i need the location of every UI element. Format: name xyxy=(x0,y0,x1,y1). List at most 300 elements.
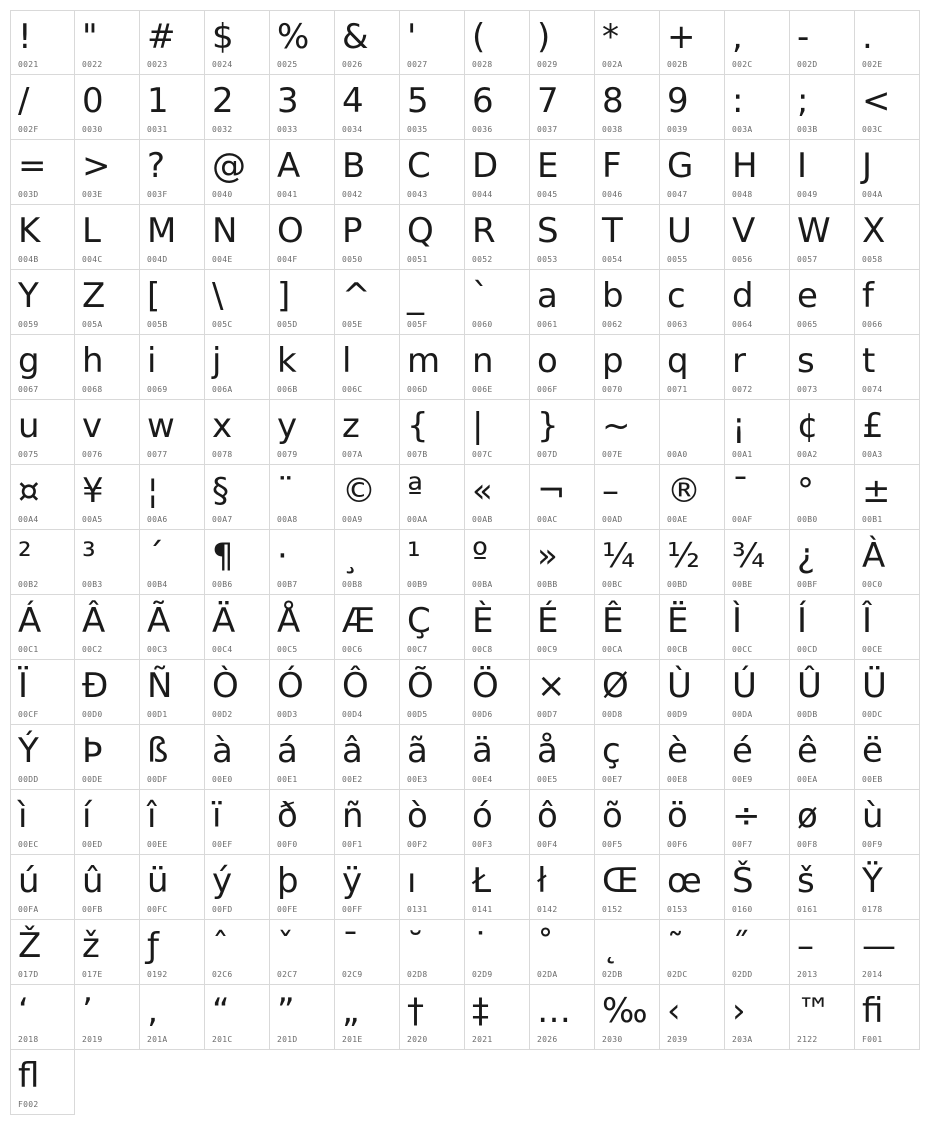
glyph-character: & xyxy=(342,17,369,57)
glyph-character: ÿ xyxy=(342,861,363,901)
glyph-character: Å xyxy=(277,601,301,641)
glyph-codepoint-label: 00DE xyxy=(82,775,103,784)
glyph-cell xyxy=(270,140,335,205)
glyph-codepoint-label: 007C xyxy=(472,450,493,459)
glyph-codepoint-label: 00F5 xyxy=(602,840,623,849)
glyph-character: Ü xyxy=(862,666,887,706)
glyph-character: L xyxy=(82,211,101,251)
glyph-character: [ xyxy=(147,276,161,316)
glyph-character: ¡ xyxy=(732,406,746,446)
glyph-cell xyxy=(725,10,790,75)
glyph-codepoint-label: 00D9 xyxy=(667,710,688,719)
glyph-character: ê xyxy=(797,731,818,771)
glyph-cell xyxy=(10,75,75,140)
glyph-character: § xyxy=(212,471,229,511)
glyph-cell xyxy=(530,920,595,985)
glyph-character: ô xyxy=(537,796,558,836)
glyph-codepoint-label: 00EB xyxy=(862,775,883,784)
glyph-cell xyxy=(855,985,920,1050)
glyph-character: Ÿ xyxy=(862,861,883,901)
glyph-cell xyxy=(660,595,725,660)
glyph-cell xyxy=(335,205,400,270)
glyph-codepoint-label: 0078 xyxy=(212,450,233,459)
glyph-character: X xyxy=(862,211,886,251)
glyph-codepoint-label: 0039 xyxy=(667,125,688,134)
glyph-cell xyxy=(595,985,660,1050)
glyph-character: ˇ xyxy=(277,926,294,966)
glyph-codepoint-label: 00FF xyxy=(342,905,363,914)
glyph-cell xyxy=(530,855,595,920)
glyph-character: Ì xyxy=(732,601,743,641)
glyph-cell xyxy=(465,140,530,205)
glyph-cell xyxy=(270,595,335,660)
glyph-codepoint-label: 00B8 xyxy=(342,580,363,589)
glyph-codepoint-label: 00E5 xyxy=(537,775,558,784)
glyph-character: ˉ xyxy=(342,926,359,966)
glyph-codepoint-label: 201A xyxy=(147,1035,168,1044)
glyph-character: — xyxy=(862,926,896,966)
glyph-codepoint-label: 02DB xyxy=(602,970,623,979)
glyph-codepoint-label: 00A5 xyxy=(82,515,103,524)
glyph-cell xyxy=(530,400,595,465)
glyph-codepoint-label: 00C5 xyxy=(277,645,298,654)
glyph-cell xyxy=(725,985,790,1050)
glyph-character: Œ xyxy=(602,861,639,901)
glyph-character: J xyxy=(862,146,873,186)
glyph-character: ˆ xyxy=(212,926,229,966)
glyph-cell xyxy=(790,790,855,855)
glyph-cell xyxy=(140,530,205,595)
glyph-character: Â xyxy=(82,601,106,641)
glyph-codepoint-label: 0032 xyxy=(212,125,233,134)
glyph-codepoint-label: 00AC xyxy=(537,515,558,524)
glyph-cell xyxy=(530,10,595,75)
glyph-cell xyxy=(335,920,400,985)
glyph-codepoint-label: 00CA xyxy=(602,645,623,654)
glyph-cell xyxy=(465,985,530,1050)
glyph-cell xyxy=(400,10,465,75)
glyph-character: ¾ xyxy=(732,536,765,576)
glyph-codepoint-label: 2019 xyxy=(82,1035,103,1044)
glyph-cell xyxy=(140,855,205,920)
glyph-codepoint-label: 00A7 xyxy=(212,515,233,524)
glyph-cell xyxy=(270,660,335,725)
glyph-codepoint-label: 0070 xyxy=(602,385,623,394)
glyph-character: ý xyxy=(212,861,233,901)
glyph-codepoint-label: 00F3 xyxy=(472,840,493,849)
glyph-codepoint-label: 0040 xyxy=(212,190,233,199)
glyph-character: · xyxy=(277,536,288,576)
glyph-codepoint-label: 00CD xyxy=(797,645,818,654)
glyph-character: Ô xyxy=(342,666,369,706)
glyph-codepoint-label: 00C3 xyxy=(147,645,168,654)
glyph-character: è xyxy=(667,731,688,771)
glyph-cell xyxy=(660,10,725,75)
glyph-codepoint-label: 02C7 xyxy=(277,970,298,979)
glyph-cell xyxy=(530,725,595,790)
glyph-character: d xyxy=(732,276,754,316)
glyph-character: ; xyxy=(797,81,809,121)
glyph-character: ª xyxy=(407,471,424,511)
glyph-character: Ê xyxy=(602,601,624,641)
glyph-codepoint-label: 00F9 xyxy=(862,840,883,849)
glyph-character: - xyxy=(797,17,810,57)
glyph-cell xyxy=(595,855,660,920)
glyph-character: < xyxy=(862,81,891,121)
glyph-character: ] xyxy=(277,276,291,316)
glyph-codepoint-label: 00FC xyxy=(147,905,168,914)
glyph-codepoint-label: 00EA xyxy=(797,775,818,784)
glyph-codepoint-label: 02C9 xyxy=(342,970,363,979)
glyph-cell xyxy=(335,140,400,205)
glyph-cell xyxy=(530,205,595,270)
glyph-character: | xyxy=(472,406,484,446)
glyph-cell xyxy=(400,595,465,660)
glyph-codepoint-label: 00FA xyxy=(18,905,39,914)
glyph-codepoint-label: 00FD xyxy=(212,905,233,914)
glyph-character: ï xyxy=(212,796,222,836)
glyph-codepoint-label: 005B xyxy=(147,320,168,329)
glyph-codepoint-label: 0050 xyxy=(342,255,363,264)
glyph-codepoint-label: 00B1 xyxy=(862,515,883,524)
glyph-codepoint-label: 00D7 xyxy=(537,710,558,719)
glyph-codepoint-label: 00C7 xyxy=(407,645,428,654)
glyph-character: Ù xyxy=(667,666,692,706)
glyph-cell xyxy=(140,725,205,790)
glyph-codepoint-label: 0057 xyxy=(797,255,818,264)
glyph-character: Î xyxy=(862,601,873,641)
glyph-character: ' xyxy=(407,17,417,57)
glyph-codepoint-label: 00BF xyxy=(797,580,818,589)
glyph-character: ö xyxy=(667,796,688,836)
glyph-cell xyxy=(595,530,660,595)
glyph-codepoint-label: 00BE xyxy=(732,580,753,589)
glyph-cell xyxy=(10,660,75,725)
glyph-cell xyxy=(595,400,660,465)
glyph-cell xyxy=(790,140,855,205)
glyph-cell xyxy=(595,205,660,270)
glyph-character: ¥ xyxy=(82,471,104,511)
glyph-cell xyxy=(595,595,660,660)
glyph-character: R xyxy=(472,211,496,251)
glyph-codepoint-label: 201D xyxy=(277,1035,298,1044)
glyph-cell xyxy=(335,660,400,725)
glyph-character: ¿ xyxy=(797,536,816,576)
glyph-character: ¤ xyxy=(18,471,40,511)
glyph-cell xyxy=(205,465,270,530)
glyph-character: A xyxy=(277,146,301,186)
glyph-character: I xyxy=(797,146,808,186)
glyph-codepoint-label: 002C xyxy=(732,60,753,69)
glyph-character: © xyxy=(342,471,376,511)
glyph-codepoint-label: 0131 xyxy=(407,905,428,914)
glyph-cell xyxy=(660,790,725,855)
glyph-character: “ xyxy=(212,991,230,1031)
glyph-character: … xyxy=(537,991,571,1031)
glyph-codepoint-label: 0043 xyxy=(407,190,428,199)
glyph-codepoint-label: 0035 xyxy=(407,125,428,134)
glyph-cell xyxy=(725,465,790,530)
glyph-codepoint-label: 004F xyxy=(277,255,298,264)
glyph-codepoint-label: 00BB xyxy=(537,580,558,589)
glyph-codepoint-label: 00B4 xyxy=(147,580,168,589)
glyph-codepoint-label: 00D5 xyxy=(407,710,428,719)
glyph-character: Æ xyxy=(342,601,376,641)
glyph-cell xyxy=(270,400,335,465)
glyph-character: D xyxy=(472,146,499,186)
glyph-character: { xyxy=(407,406,429,446)
glyph-cell xyxy=(10,530,75,595)
glyph-codepoint-label: 0022 xyxy=(82,60,103,69)
glyph-character: ü xyxy=(147,861,169,901)
glyph-cell xyxy=(465,790,530,855)
glyph-cell xyxy=(465,335,530,400)
glyph-cell xyxy=(140,270,205,335)
glyph-character: P xyxy=(342,211,363,251)
glyph-codepoint-label: 2014 xyxy=(862,970,883,979)
glyph-cell xyxy=(75,465,140,530)
glyph-cell xyxy=(530,140,595,205)
glyph-codepoint-label: 004C xyxy=(82,255,103,264)
glyph-character: c xyxy=(667,276,686,316)
glyph-character: s xyxy=(797,341,815,381)
glyph-character: – xyxy=(602,471,619,511)
glyph-character: ² xyxy=(18,536,32,576)
glyph-codepoint-label: 007E xyxy=(602,450,623,459)
glyph-character: : xyxy=(732,81,744,121)
glyph-cell xyxy=(10,400,75,465)
glyph-codepoint-label: 00E0 xyxy=(212,775,233,784)
glyph-character: K xyxy=(18,211,41,251)
glyph-codepoint-label: 00DF xyxy=(147,775,168,784)
glyph-character: 3 xyxy=(277,81,299,121)
glyph-codepoint-label: 0021 xyxy=(18,60,39,69)
glyph-cell xyxy=(855,400,920,465)
glyph-character: ä xyxy=(472,731,493,771)
glyph-character: ˛ xyxy=(602,926,619,966)
glyph-codepoint-label: 00A4 xyxy=(18,515,39,524)
glyph-character: _ xyxy=(407,276,424,316)
glyph-codepoint-label: 0038 xyxy=(602,125,623,134)
glyph-character: É xyxy=(537,601,559,641)
glyph-codepoint-label: 00E7 xyxy=(602,775,623,784)
glyph-character: 4 xyxy=(342,81,364,121)
glyph-codepoint-label: 2039 xyxy=(667,1035,688,1044)
glyph-character: þ xyxy=(277,861,299,901)
glyph-codepoint-label: 00BD xyxy=(667,580,688,589)
glyph-cell xyxy=(140,985,205,1050)
glyph-cell xyxy=(270,205,335,270)
glyph-cell xyxy=(790,400,855,465)
glyph-character: ß xyxy=(147,731,169,771)
glyph-cell xyxy=(725,595,790,660)
glyph-character: 2 xyxy=(212,81,234,121)
glyph-codepoint-label: 00D2 xyxy=(212,710,233,719)
glyph-codepoint-label: 0059 xyxy=(18,320,39,329)
glyph-character: N xyxy=(212,211,238,251)
glyph-codepoint-label: 2018 xyxy=(18,1035,39,1044)
glyph-cell xyxy=(855,920,920,985)
glyph-character: Q xyxy=(407,211,434,251)
glyph-character: ž xyxy=(82,926,100,966)
glyph-character: y xyxy=(277,406,298,446)
glyph-codepoint-label: 003D xyxy=(18,190,39,199)
glyph-character: Þ xyxy=(82,731,103,771)
glyph-character: * xyxy=(602,17,619,57)
glyph-codepoint-label: 002A xyxy=(602,60,623,69)
glyph-character: z xyxy=(342,406,360,446)
glyph-cell xyxy=(400,335,465,400)
glyph-codepoint-label: 0054 xyxy=(602,255,623,264)
glyph-character: ³ xyxy=(82,536,96,576)
glyph-codepoint-label: 0153 xyxy=(667,905,688,914)
glyph-codepoint-label: 0028 xyxy=(472,60,493,69)
glyph-cell xyxy=(660,140,725,205)
glyph-character: ¸ xyxy=(342,536,359,576)
glyph-codepoint-label: 007D xyxy=(537,450,558,459)
glyph-cell xyxy=(140,790,205,855)
glyph-cell xyxy=(400,465,465,530)
glyph-character: ð xyxy=(277,796,298,836)
glyph-cell xyxy=(530,75,595,140)
glyph-cell xyxy=(10,465,75,530)
glyph-codepoint-label: 0029 xyxy=(537,60,558,69)
glyph-codepoint-label: 002F xyxy=(18,125,39,134)
glyph-cell xyxy=(140,595,205,660)
glyph-codepoint-label: 0075 xyxy=(18,450,39,459)
glyph-cell xyxy=(205,595,270,660)
glyph-cell xyxy=(270,855,335,920)
glyph-character: ( xyxy=(472,17,486,57)
glyph-character: x xyxy=(212,406,233,446)
glyph-codepoint-label: 00CB xyxy=(667,645,688,654)
glyph-codepoint-label: 00D3 xyxy=(277,710,298,719)
glyph-character: T xyxy=(602,211,623,251)
glyph-cell xyxy=(790,660,855,725)
glyph-codepoint-label: 0061 xyxy=(537,320,558,329)
glyph-character: W xyxy=(797,211,831,251)
glyph-character: Á xyxy=(18,601,42,641)
glyph-cell xyxy=(10,725,75,790)
glyph-character: ” xyxy=(277,991,295,1031)
glyph-codepoint-label: 00E4 xyxy=(472,775,493,784)
glyph-character: î xyxy=(147,796,157,836)
glyph-character: Š xyxy=(732,861,754,901)
glyph-codepoint-label: 00BA xyxy=(472,580,493,589)
glyph-character: ¼ xyxy=(602,536,635,576)
glyph-codepoint-label: 00F8 xyxy=(797,840,818,849)
glyph-codepoint-label: 00FB xyxy=(82,905,103,914)
glyph-codepoint-label: 0067 xyxy=(18,385,39,394)
glyph-codepoint-label: 201E xyxy=(342,1035,363,1044)
glyph-cell xyxy=(75,140,140,205)
glyph-cell xyxy=(400,530,465,595)
glyph-character: ¶ xyxy=(212,536,234,576)
glyph-character: H xyxy=(732,146,758,186)
glyph-character: ‡ xyxy=(472,991,489,1031)
glyph-codepoint-label: 005E xyxy=(342,320,363,329)
glyph-cell xyxy=(10,920,75,985)
glyph-character: p xyxy=(602,341,624,381)
glyph-cell xyxy=(855,725,920,790)
glyph-character: £ xyxy=(862,406,884,446)
glyph-codepoint-label: 0142 xyxy=(537,905,558,914)
glyph-character: ú xyxy=(18,861,40,901)
glyph-cell xyxy=(595,790,660,855)
glyph-character: S xyxy=(537,211,559,251)
glyph-cell xyxy=(725,530,790,595)
glyph-codepoint-label: 0025 xyxy=(277,60,298,69)
glyph-codepoint-label: 00DD xyxy=(18,775,39,784)
glyph-cell xyxy=(205,205,270,270)
glyph-codepoint-label: 0033 xyxy=(277,125,298,134)
glyph-cell xyxy=(400,205,465,270)
glyph-character: 0 xyxy=(82,81,104,121)
glyph-cell xyxy=(75,400,140,465)
glyph-grid xyxy=(10,10,920,1115)
glyph-codepoint-label: 0064 xyxy=(732,320,753,329)
glyph-cell xyxy=(790,465,855,530)
glyph-character: F xyxy=(602,146,622,186)
glyph-cell xyxy=(725,335,790,400)
glyph-cell xyxy=(725,660,790,725)
glyph-cell xyxy=(335,10,400,75)
glyph-codepoint-label: 00B9 xyxy=(407,580,428,589)
glyph-character: u xyxy=(18,406,40,446)
glyph-codepoint-label: 00AE xyxy=(667,515,688,524)
glyph-character: h xyxy=(82,341,104,381)
glyph-cell xyxy=(530,270,595,335)
glyph-cell xyxy=(335,790,400,855)
glyph-cell xyxy=(205,335,270,400)
glyph-cell xyxy=(595,75,660,140)
glyph-codepoint-label: 0058 xyxy=(862,255,883,264)
glyph-codepoint-label: 0044 xyxy=(472,190,493,199)
glyph-codepoint-label: 2020 xyxy=(407,1035,428,1044)
glyph-cell xyxy=(855,270,920,335)
glyph-character: E xyxy=(537,146,559,186)
glyph-character: \ xyxy=(212,276,224,316)
glyph-cell xyxy=(660,660,725,725)
glyph-character: 5 xyxy=(407,81,429,121)
glyph-codepoint-label: 00E1 xyxy=(277,775,298,784)
glyph-cell xyxy=(595,140,660,205)
glyph-cell xyxy=(790,985,855,1050)
glyph-cell xyxy=(270,465,335,530)
glyph-cell xyxy=(465,855,530,920)
glyph-character: n xyxy=(472,341,494,381)
glyph-character: = xyxy=(18,146,47,186)
glyph-codepoint-label: 0072 xyxy=(732,385,753,394)
glyph-character: ì xyxy=(18,796,28,836)
glyph-character: Õ xyxy=(407,666,434,706)
glyph-codepoint-label: 0077 xyxy=(147,450,168,459)
glyph-character: ¬ xyxy=(537,471,566,511)
glyph-codepoint-label: 002B xyxy=(667,60,688,69)
glyph-cell xyxy=(660,335,725,400)
glyph-codepoint-label: 00A3 xyxy=(862,450,883,459)
glyph-cell xyxy=(335,270,400,335)
glyph-character: ¨ xyxy=(277,471,294,511)
glyph-character: å xyxy=(537,731,558,771)
glyph-cell xyxy=(725,400,790,465)
glyph-cell xyxy=(10,1050,75,1115)
glyph-cell xyxy=(790,270,855,335)
glyph-codepoint-label: 00BC xyxy=(602,580,623,589)
glyph-cell xyxy=(855,10,920,75)
glyph-character: œ xyxy=(667,861,702,901)
glyph-cell xyxy=(465,270,530,335)
